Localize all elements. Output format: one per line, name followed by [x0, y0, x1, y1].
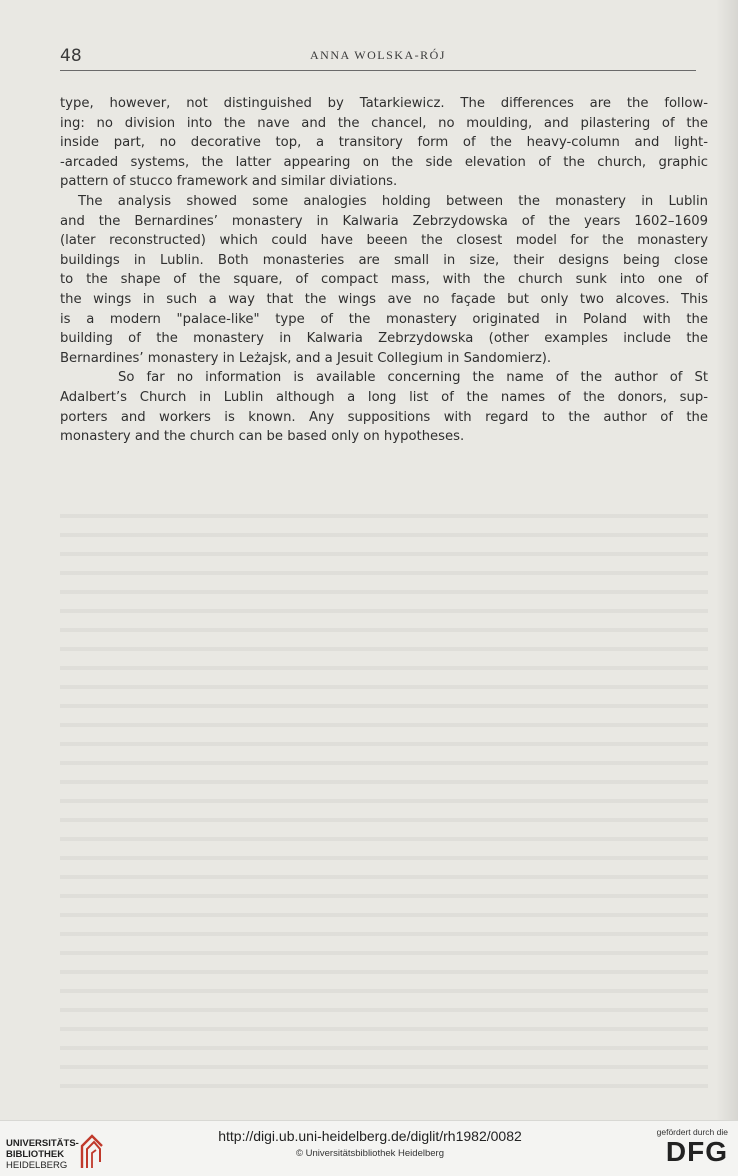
text-line: buildings in Lublin. Both monasteries are small in size, their designs being close	[60, 252, 708, 268]
text-line: the wings in such a way that the wings ave no façade but only two alcoves. This	[60, 291, 708, 307]
university-library-logo[interactable]	[6, 1129, 106, 1169]
text-line: (later reconstructed) which could have beeen the closest model for the monastery	[60, 233, 708, 249]
text-line: type, however, not distinguished by Tatarkiewicz. The differences are the follow-	[60, 96, 708, 111]
page-number: 48	[60, 46, 82, 66]
running-head: ANNA WOLSKA-RÓJ	[310, 48, 446, 62]
text-line: The analysis showed some analogies holding between the monastery in Lublin	[78, 193, 708, 209]
text-line: So far no information is available concerning the name of the author of St	[118, 370, 708, 386]
text-line: and the Bernardines’ monastery in Kalwaria Zebrzydowska of the years 1602–1609	[60, 213, 708, 229]
text-line: pattern of stucco framework and similar diviations.	[60, 174, 398, 190]
text-line: monastery and the church can be based only on hypotheses.	[60, 429, 465, 445]
text-line: building of the monastery in Kalwaria Zebrzydowska (other examples include the	[60, 331, 708, 347]
text-line: Adalbert’s Church in Lublin although a long list of the names of the donors, sup-	[60, 389, 708, 405]
text-line: porters and workers is known. Any suppositions with regard to the author of the	[60, 409, 708, 425]
logo-line-1: UNIVERSITÄTS-	[6, 1138, 79, 1149]
copyright-notice: © Universitätsbibliothek Heidelberg	[296, 1148, 444, 1159]
text-line: -arcaded systems, the latter appearing on the side elevation of the church, graphic	[60, 154, 708, 170]
paragraph-2	[60, 192, 708, 368]
header-rule	[60, 70, 696, 71]
permalink-url[interactable]: http://digi.ub.uni-heidelberg.de/diglit/rh1982/0082	[218, 1128, 522, 1144]
footer-center	[180, 1128, 560, 1159]
text-line: to the shape of the square, of compact mass, with the church sunk into one of	[60, 272, 708, 288]
text-line: Bernardines’ monastery in Leżajsk, and a Jesuit Collegium in Sandomierz).	[60, 350, 552, 366]
dfg-logo[interactable]: DFG	[665, 1136, 728, 1167]
paragraph-3	[60, 368, 708, 446]
logo-line-2: BIBLIOTHEK	[6, 1149, 65, 1160]
page-header	[60, 46, 696, 68]
text-line: inside part, no decorative top, a transitory form of the heavy-column and light-	[60, 135, 708, 151]
library-emblem-icon	[78, 1132, 108, 1172]
text-line: ing: no division into the nave and the chancel, no moulding, and pilastering of the	[60, 115, 708, 131]
funder-note: gefördert durch die	[656, 1127, 728, 1137]
dfg-funding	[618, 1127, 728, 1167]
paragraph-1	[60, 94, 708, 192]
text-line: is a modern "palace-like" type of the monastery originated in Poland with the	[60, 311, 708, 327]
viewer-footer	[0, 1120, 738, 1176]
body-text	[60, 94, 708, 447]
show-through-texture	[60, 505, 708, 1095]
logo-line-3: HEIDELBERG	[6, 1160, 68, 1171]
